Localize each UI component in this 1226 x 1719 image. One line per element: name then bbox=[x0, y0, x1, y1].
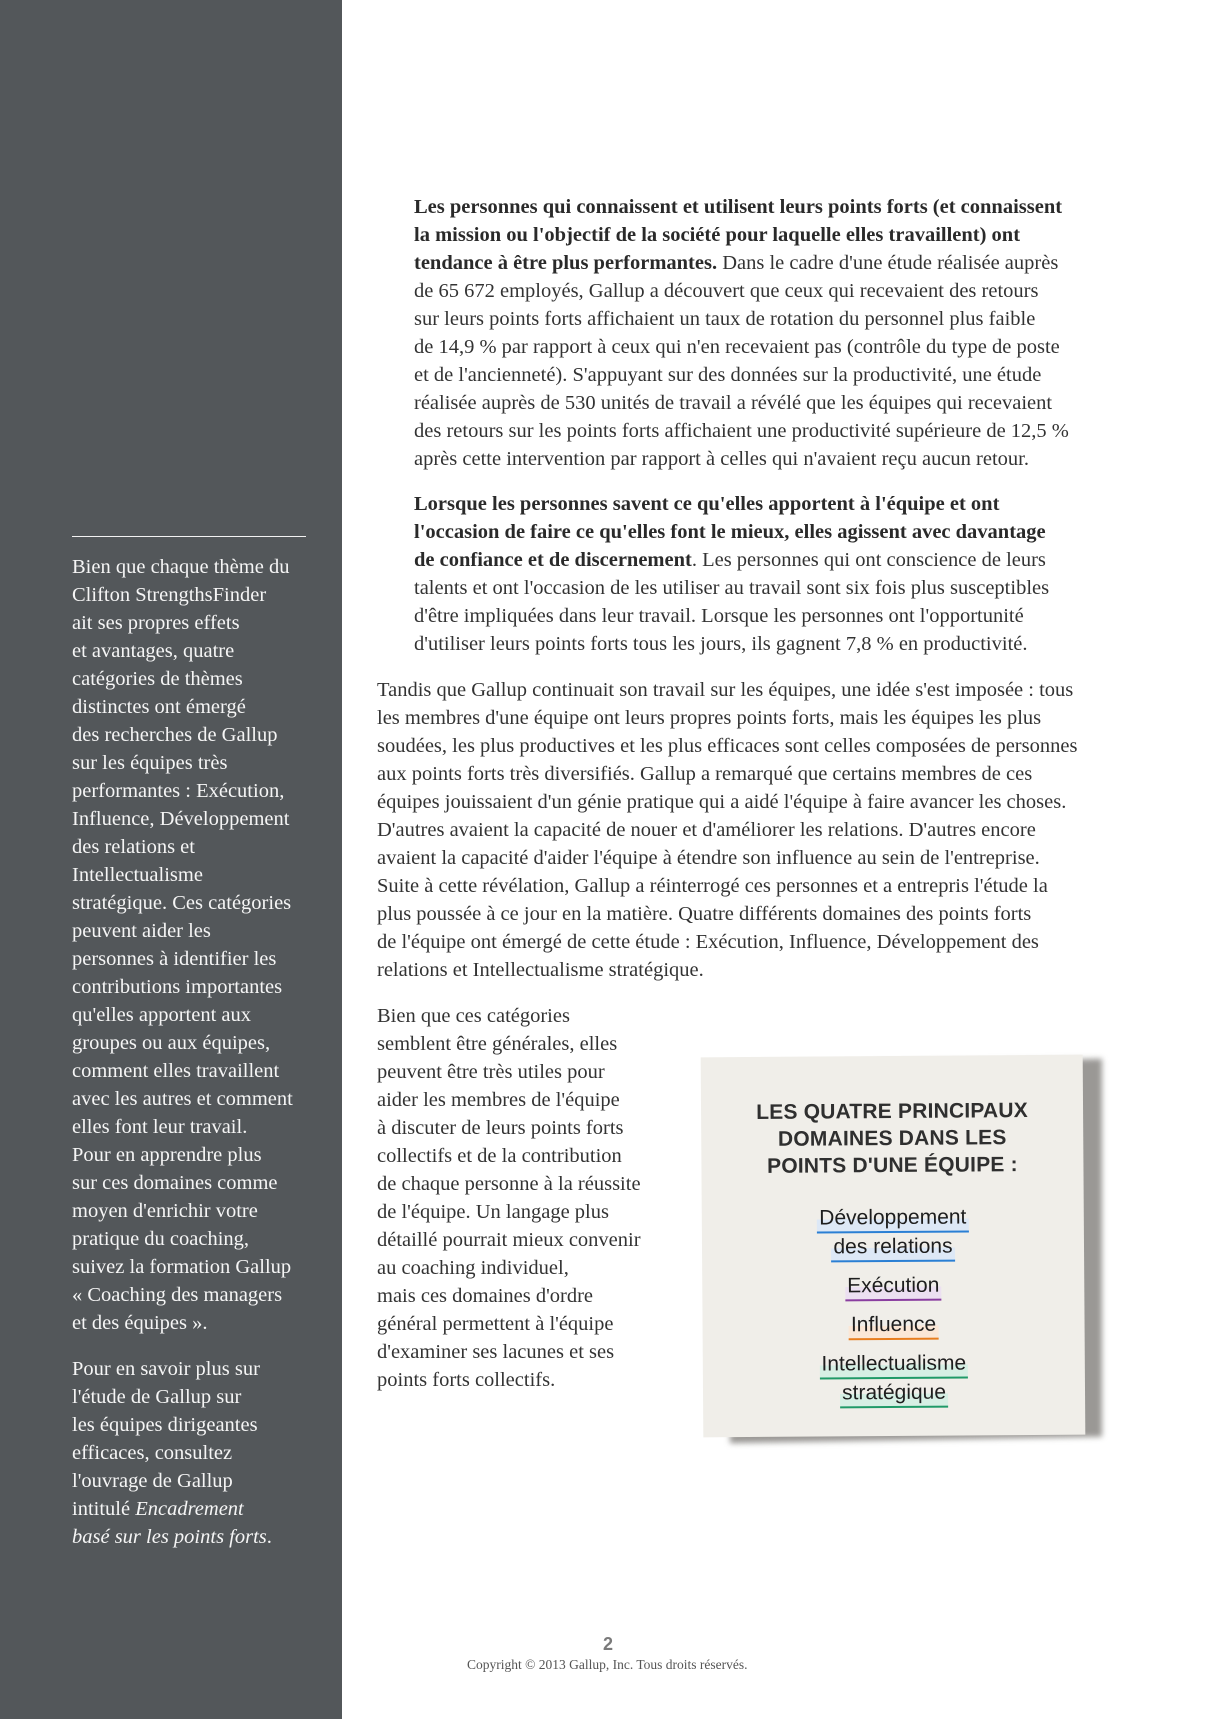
copyright-notice: Copyright © 2013 Gallup, Inc. Tous droits réservés. bbox=[467, 1657, 748, 1672]
page-number: 2 bbox=[603, 1634, 614, 1654]
sidebar-notes bbox=[72, 553, 312, 1551]
domains-note-card bbox=[701, 1055, 1086, 1438]
domain-executing: Exécution bbox=[702, 1271, 1084, 1303]
paragraph-strengths-performance: Les personnes qui connaissent et utilisent leurs points forts (et connaissent la mission ou l'objectif de la société pour laquelle elles travaillent) ont tendance à être plus performantes. Dans le cadre d'une étude réalisée auprès de 65 672 employés, Gallup a découvert que ceux qui recevaient des retours sur leurs points forts affichaient un taux de rotation du personnel plus faible de 14,9 % par rapport à ceux qui n'en recevaient pas (contrôle du type de poste et de l'ancienneté). S'appuyant sur des données sur la productivité, une étude réalisée auprès de 530 unités de travail a révélé que les équipes qui recevaient des retours sur les points forts affichaient une productivité supérieure de 12,5 % après cette intervention par rapport à celles qui n'avaient reçu aucun retour. bbox=[414, 196, 1069, 470]
sidebar-note-book-reference: Pour en savoir plus sur l'étude de Gallup sur les équipes dirigeantes efficaces, consultez l'ouvrage de Gallup intitulé Encadrement basé sur les points forts. bbox=[72, 1358, 272, 1548]
domain-influencing: Influence bbox=[702, 1310, 1084, 1342]
paragraph-categories-usefulness: Bien que ces catégories semblent être générales, elles peuvent être très utiles pour aider les membres de l'équipe à discuter de leurs points forts collectifs et de la contribution de chaque personne à la réussite de l'équipe. Un langage plus détaillé pourrait mieux convenir au coaching individuel, mais ces domaines d'ordre général permettent à l'équipe d'examiner ses lacunes et ses points forts collectifs. bbox=[377, 1005, 641, 1391]
sidebar-note-domains: Bien que chaque thème du Clifton StrengthsFinder ait ses propres effets et avantages, quatre catégories de thèmes distinctes ont émergé des recherches de Gallup sur les équipes très performantes : Exécution, Influence, Développement des relations et Intellectualisme stratégique. Ces catégories peuvent aider les personnes à identifier les contributions importantes qu'elles apportent aux groupes ou aux équipes, comment elles travaillent avec les autres et comment elles font leur travail. Pour en apprendre plus sur ces domaines comme moyen d'enrichir votre pratique du coaching, suivez la formation Gallup « Coaching des managers et des équipes ». bbox=[72, 556, 293, 1334]
paragraph-team-research: Tandis que Gallup continuait son travail sur les équipes, une idée s'est imposée : tous les membres d'une équipe ont leurs propres points forts, mais les équipes les plus soudées, les plus productives et les plus efficaces sont celles composées de personnes aux points forts très diversifiés. Gallup a remarqué que certains membres de ces équipes jouissaient d'un génie pratique qui a aidé l'équipe à faire avancer les choses. D'autres avaient la capacité de nouer et d'améliorer les relations. D'autres encore avaient la capacité d'aider l'équipe à étendre son influence au sein de l'entreprise. Suite à cette révélation, Gallup a réinterrogé ces personnes et a entrepris l'étude la plus poussée à ce jour en la matière. Quatre différents domaines des points forts de l'équipe ont émergé de cette étude : Exécution, Influence, Développement des relations et Intellectualisme stratégique. bbox=[377, 679, 1078, 981]
domain-list bbox=[702, 1203, 1085, 1420]
paragraph-confidence: Lorsque les personnes savent ce qu'elles apportent à l'équipe et ont l'occasion de faire ce qu'elles font le mieux, elles agissent avec davantage de confiance et de discernement. Les personnes qui ont conscience de leurs talents et ont l'occasion de les utiliser au travail sont six fois plus susceptibles d'être impliquées dans leur travail. Lorsque les personnes ont l'opportunité d'utiliser leurs points forts tous les jours, ils gagnent 7,8 % en productivité. bbox=[414, 493, 1050, 655]
book-title: Encadrement bbox=[135, 1498, 244, 1520]
domain-strategic-thinking: Intellectualisme stratégique bbox=[703, 1349, 1085, 1410]
domain-relationship-building: Développement des relations bbox=[702, 1203, 1084, 1264]
sidebar-divider bbox=[72, 536, 306, 537]
note-title: LES QUATRE PRINCIPAUX DOMAINES DANS LES POINTS D'UNE ÉQUIPE : bbox=[756, 1099, 1029, 1178]
book-title-cont: basé sur les points forts bbox=[72, 1526, 267, 1548]
